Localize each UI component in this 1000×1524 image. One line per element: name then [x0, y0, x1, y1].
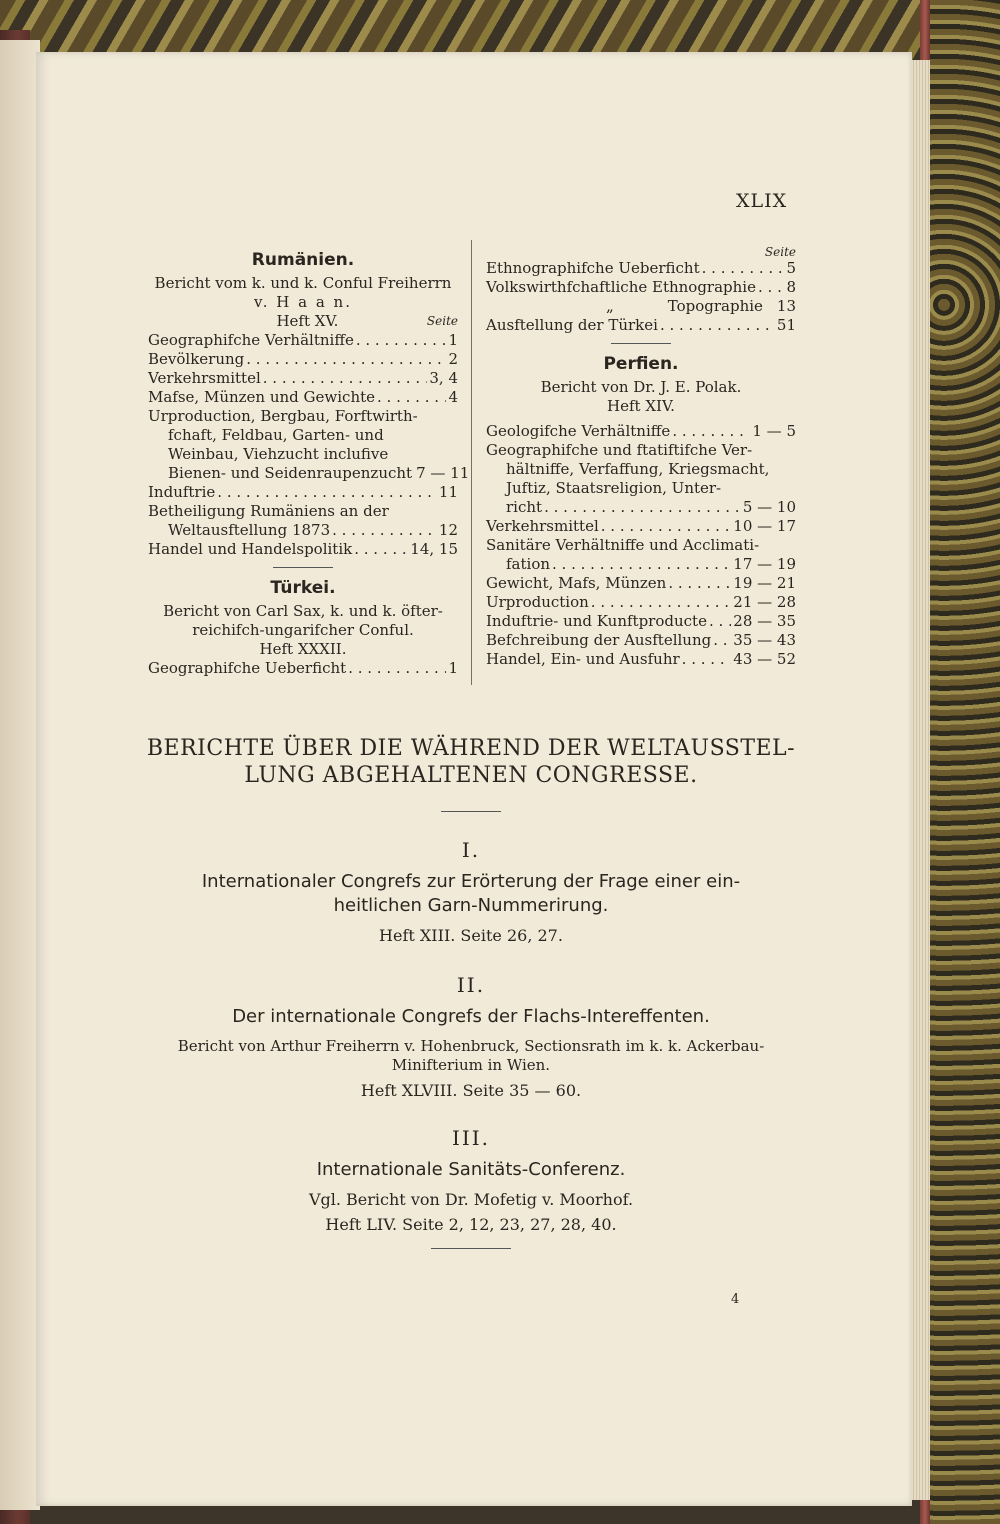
toc-entry-multiline: Betheiligung Rumäniens an der Weltausftellung 1873 . . . 12: [148, 502, 458, 540]
section-title-romania: Rumänien.: [251, 250, 355, 270]
signature-mark: 4: [731, 1292, 740, 1307]
section-title-turkey: Türkei.: [270, 578, 336, 598]
turkey-report-line: Bericht von Carl Sax, k. und k. öfter-: [163, 602, 443, 620]
congress-number: II.: [456, 973, 486, 997]
toc-entry: Geographifche Ueberficht . . . 1: [148, 659, 458, 678]
romania-report-author: v. H a a n.: [254, 293, 352, 311]
romania-report-line: Bericht vom k. und k. Conful Freiherrn: [154, 274, 452, 292]
congress-report: Minifterium in Wien.: [391, 1056, 551, 1074]
toc-entry: Befchreibung der Ausftellung . . . 35 — 43: [486, 631, 796, 650]
toc-entry-multiline: Sanitäre Verhältniffe und Acclimati- fation . . . 17 — 19: [486, 536, 796, 574]
page-number: XLIX: [736, 190, 788, 212]
toc-entry-multiline: Geographifche und ftatiftifche Ver- hältniffe, Verfaffung, Kriegsmacht, Juftiz, Staatsreligion, Unter- richt . . . 5 — 10: [486, 441, 796, 517]
book-cover-top: [0, 0, 1000, 60]
turkey-report-line: reichifch-ungarifcher Conful.: [192, 621, 414, 639]
toc-entry: Ausftellung der Türkei . . . 51: [486, 316, 796, 335]
congress-title: Internationaler Congrefs zur Erörterung der Frage einer ein- heitlichen Garn-Nummerirung.: [201, 871, 741, 916]
toc-entry: Induftrie . . . 11: [148, 483, 458, 502]
seite-label: Seite: [426, 314, 458, 328]
seite-label: Seite: [764, 245, 796, 259]
toc-entry: Bevölkerung . . . 2: [148, 350, 458, 369]
section-title-persia: Perfien.: [603, 354, 679, 374]
right-column: [486, 245, 796, 669]
section-rule: [611, 343, 671, 344]
toc-entry: Mafse, Münzen und Gewichte . . . 4: [148, 388, 458, 407]
congress-number: III.: [451, 1126, 491, 1150]
column-divider: [471, 240, 472, 685]
toc-entry-multiline: Urproduction, Bergbau, Forftwirth- fchaft, Feldbau, Garten- und Weinbau, Viehzucht inclufive Bienen- und Seidenraupenzucht 7 — 11: [148, 407, 470, 482]
toc-entry: Induftrie- und Kunftproducte . . . 28 — 35: [486, 612, 796, 631]
toc-entry: Urproduction . . . 21 — 28: [486, 593, 796, 612]
turkey-heft: Heft XXXII.: [259, 640, 347, 658]
romania-heft: Heft XV.: [276, 312, 339, 330]
toc-entry: Volkswirthfchaftliche Ethnographie . . . 8: [486, 278, 796, 297]
book-cover-right: [920, 0, 1000, 1524]
romania-heft-row: [148, 312, 458, 331]
section-rule: [431, 1248, 511, 1249]
toc-entry: Verkehrsmittel . . . 3, 4: [148, 369, 458, 388]
congress-number: I.: [461, 838, 481, 862]
congress-title: Der internationale Congrefs der Flachs-Intereffenten.: [232, 1006, 710, 1027]
congress-heft: Heft XLVIII. Seite 35 — 60.: [360, 1081, 582, 1100]
toc-entry: Verkehrsmittel . . . 10 — 17: [486, 517, 796, 536]
congress-report: Bericht von Arthur Freiherrn v. Hohenbruck, Sectionsrath im k. k. Ackerbau-: [177, 1037, 765, 1055]
toc-entry: „ Topographie 13: [606, 297, 796, 315]
toc-entry: Geographifche Verhältniffe . . . 1: [148, 331, 458, 350]
section-rule: [441, 811, 501, 812]
congress-heft: Heft LIV. Seite 2, 12, 23, 27, 28, 40.: [325, 1215, 617, 1234]
congress-heft: Heft XIII. Seite 26, 27.: [379, 926, 563, 945]
congresses-heading: BERICHTE ÜBER DIE WÄHREND DER WELTAUSSTEL-: [146, 736, 796, 761]
congresses-section: [140, 735, 802, 1249]
congress-report: Vgl. Bericht von Dr. Mofetig v. Moorhof.: [308, 1190, 634, 1209]
persia-heft: Heft XIV.: [607, 397, 675, 415]
congress-title: Internationale Sanitäts-Conferenz.: [316, 1159, 626, 1180]
congresses-heading: LUNG ABGEHALTENEN CONGRESSE.: [244, 763, 698, 788]
toc-entry: Geologifche Verhältniffe . . . 1 — 5: [486, 422, 796, 441]
toc-entry: Handel und Handelspolitik . . . 14, 15: [148, 540, 458, 559]
toc-entry: Ethnographifche Ueberficht . . . 5: [486, 259, 796, 278]
facing-page-edge: [0, 40, 40, 1510]
section-rule: [273, 567, 333, 568]
persia-report-line: Bericht von Dr. J. E. Polak.: [540, 378, 742, 396]
toc-entry: Gewicht, Mafs, Münzen . . . 19 — 21: [486, 574, 796, 593]
left-column: [148, 250, 470, 678]
toc-entry: Handel, Ein- und Ausfuhr . . . 43 — 52: [486, 650, 796, 669]
